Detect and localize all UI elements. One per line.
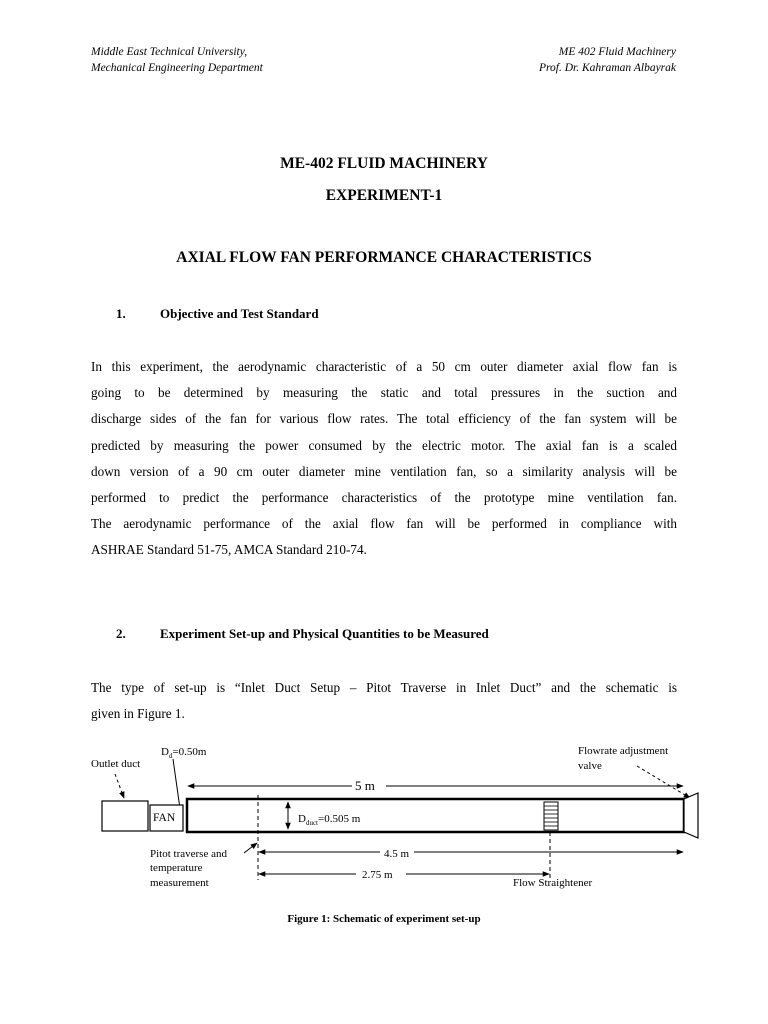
fan-diameter-label: $D_d=0.50m$	[161, 746, 207, 760]
fan-label: FAN	[153, 812, 176, 824]
figure-caption: Figure 1: Schematic of experiment set-up	[287, 913, 481, 925]
document-title: AXIAL FLOW FAN PERFORMANCE CHARACTERISTICS	[176, 249, 592, 266]
outlet-duct-label: Outlet duct	[91, 758, 141, 770]
experiment-title: EXPERIMENT-1	[325, 187, 443, 204]
course-title: ME-402 FLUID MACHINERY	[280, 155, 488, 172]
dimension-275m-label: 2.75 m	[362, 869, 393, 881]
flow-straightener-label: Flow Straightener	[513, 877, 593, 889]
paragraph-line: given in Figure 1.	[91, 706, 185, 722]
paragraph-line: down version of a 90 cm outer diameter mine ventilation fan, so a similarity analysis will be	[91, 463, 677, 479]
section-2-number: 2.	[116, 626, 126, 641]
university-name: Middle East Technical University,	[91, 46, 248, 58]
outlet-duct-leader	[115, 774, 124, 798]
outlet-duct-box	[102, 801, 148, 831]
paragraph-line: The aerodynamic performance of the axial flow fan will be performed in compliance with	[91, 516, 677, 532]
section-2-title: Experiment Set-up and Physical Quantities to be Measured	[160, 626, 489, 641]
paragraph-line: The type of set-up is “Inlet Duct Setup – Pitot Traverse in Inlet Duct” and the schematic is	[91, 680, 677, 695]
section-1-number: 1.	[116, 306, 126, 321]
valve-shape	[684, 793, 698, 838]
professor-name: Prof. Dr. Kahraman Albayrak	[538, 62, 676, 74]
header-right	[539, 44, 676, 76]
paragraph-line: In this experiment, the aerodynamic characteristic of a 50 cm outer diameter axial flow fan is	[91, 359, 677, 374]
course-name: ME 402 Fluid Machinery	[558, 46, 676, 58]
section-1-heading	[116, 306, 319, 322]
section-1-title: Objective and Test Standard	[160, 306, 319, 321]
valve-leader	[637, 766, 690, 798]
section-1-paragraph	[91, 354, 677, 564]
valve-label-line2: valve	[578, 760, 602, 772]
department-name: Mechanical Engineering Department	[91, 62, 263, 74]
paragraph-line: performed to predict the performance characteristics of the prototype mine ventilation fan.	[91, 490, 677, 506]
valve-label-line1: Flowrate adjustment	[578, 745, 669, 757]
section-2-paragraph	[91, 675, 677, 727]
setup-schematic	[0, 740, 768, 910]
main-duct	[187, 799, 684, 832]
duct-diameter-label: $D_{duct}=0.505$ m	[298, 813, 361, 827]
pitot-label-line3: measurement	[150, 877, 209, 889]
pitot-label-line2: temperature	[150, 862, 203, 874]
section-2-heading	[116, 626, 489, 642]
dimension-5m-label: 5 m	[355, 778, 375, 793]
dimension-45m-label: 4.5 m	[384, 848, 410, 860]
paragraph-line: ASHRAE Standard 51-75, AMCA Standard 210-74.	[91, 542, 367, 558]
flow-straightener-shape	[544, 802, 558, 830]
paragraph-line: predicted by measuring the power consumed by the electric motor. The axial fan is a scaled	[91, 437, 677, 453]
pitot-leader	[244, 843, 257, 853]
paragraph-line: going to be determined by measuring the static and total pressures in the suction and	[91, 385, 677, 401]
paragraph-line: discharge sides of the fan for various flow rates. The total efficiency of the fan system will be	[91, 411, 677, 427]
header-left	[91, 44, 263, 76]
pitot-label-line1: Pitot traverse and	[150, 848, 227, 860]
